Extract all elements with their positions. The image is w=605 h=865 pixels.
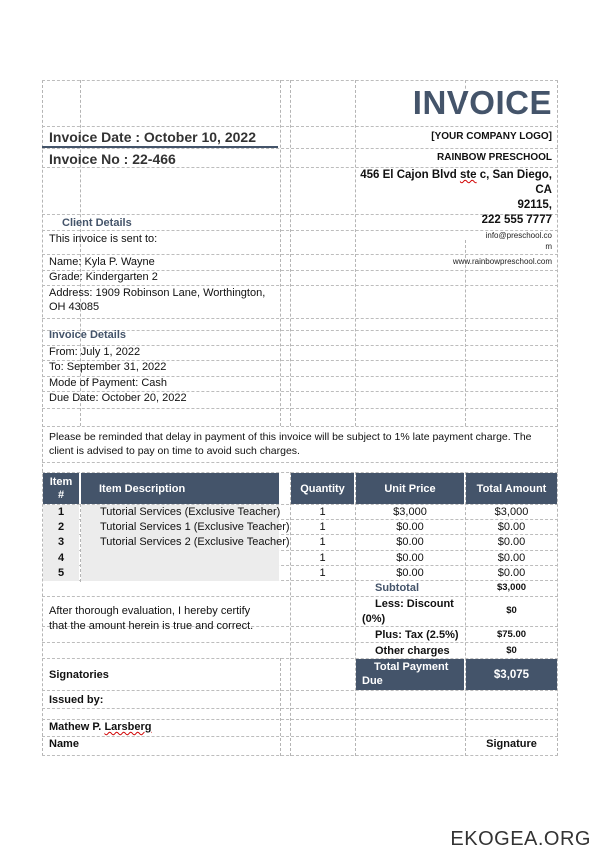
invoice-title: INVOICE bbox=[412, 84, 552, 121]
grid-line bbox=[42, 736, 558, 737]
company-phone: 222 555 7777 bbox=[481, 214, 552, 226]
certification-line2: that the amount herein is true and correct. bbox=[49, 620, 254, 632]
invoice-details-heading: Invoice Details bbox=[49, 329, 127, 341]
issuer-name: Mathew P. Larsberg bbox=[49, 721, 152, 733]
total-payment-value: $3,075 bbox=[466, 659, 557, 690]
grid-line bbox=[42, 318, 558, 319]
row-4-total: $0.00 bbox=[497, 552, 526, 564]
client-address-line2: OH 43085 bbox=[49, 301, 100, 313]
details-to: To: September 31, 2022 bbox=[49, 361, 167, 373]
discount-label-line1: Less: Discount bbox=[375, 598, 454, 610]
issued-by-label: Issued by: bbox=[49, 694, 104, 706]
row-3-item: 3 bbox=[57, 536, 65, 548]
header-unit-price: Unit Price bbox=[356, 473, 464, 504]
row-1-unit-price: $3,000 bbox=[393, 506, 427, 518]
header-description: Item Description bbox=[81, 473, 279, 504]
row-2-description: Tutorial Services 1 (Exclusive Teacher) bbox=[100, 521, 290, 533]
grid-line bbox=[42, 708, 558, 709]
grid-line bbox=[42, 408, 558, 409]
brand-watermark: EKOGEA.ORG bbox=[450, 828, 591, 850]
row-4-quantity: 1 bbox=[319, 552, 326, 564]
signatories-heading: Signatories bbox=[49, 669, 109, 681]
grid-line bbox=[42, 690, 558, 691]
reminder-line1: Please be reminded that delay in payment of this invoice will be subject to 1% late payment charge. The bbox=[49, 431, 532, 443]
row-1-total: $3,000 bbox=[494, 506, 529, 518]
other-charges-label: Other charges bbox=[375, 645, 450, 657]
row-3-description: Tutorial Services 2 (Exclusive Teacher) bbox=[100, 536, 290, 548]
row-2-quantity: 1 bbox=[319, 521, 326, 533]
company-website: www.rainbowpreschool.com bbox=[452, 257, 552, 266]
invoice-date: Invoice Date : October 10, 2022 bbox=[49, 129, 256, 145]
row-1-quantity: 1 bbox=[319, 506, 326, 518]
grid-line bbox=[465, 240, 466, 426]
row-5-total: $0.00 bbox=[497, 567, 526, 579]
client-grade: Grade: Kindergarten 2 bbox=[49, 271, 158, 283]
grid-line bbox=[355, 80, 356, 426]
discount-label-line2: (0%) bbox=[362, 613, 386, 625]
grid-line bbox=[42, 80, 558, 81]
details-due-date: Due Date: October 20, 2022 bbox=[49, 392, 187, 404]
row-3-quantity: 1 bbox=[319, 536, 326, 548]
grid-line bbox=[42, 80, 43, 756]
name-label: Name bbox=[49, 738, 79, 750]
row-5-unit-price: $0.00 bbox=[396, 567, 424, 579]
details-payment-mode: Mode of Payment: Cash bbox=[49, 377, 168, 389]
grid-line bbox=[42, 596, 558, 597]
company-address-line1: 456 El Cajon Blvd ste c, San Diego, bbox=[360, 169, 552, 181]
grid-line bbox=[42, 230, 558, 231]
row-1-description: Tutorial Services (Exclusive Teacher) bbox=[100, 506, 281, 518]
invoice-sheet bbox=[42, 80, 558, 756]
signature-label: Signature bbox=[486, 738, 537, 750]
tax-label: Plus: Tax (2.5%) bbox=[375, 629, 459, 641]
company-email-line2: m bbox=[545, 242, 552, 251]
client-details-heading: Client Details bbox=[62, 217, 132, 229]
company-email-line1: info@preschool.co bbox=[485, 231, 552, 240]
row-4-item: 4 bbox=[57, 552, 65, 564]
grid-line bbox=[42, 254, 558, 255]
grid-line bbox=[42, 642, 558, 643]
other-charges-value: $0 bbox=[506, 645, 517, 656]
total-payment-label: Total Payment Due bbox=[356, 659, 464, 690]
grid-line bbox=[42, 285, 558, 286]
grid-line bbox=[290, 80, 291, 426]
row-3-total: $0.00 bbox=[497, 536, 526, 548]
grid-line bbox=[42, 148, 558, 149]
certification-line1: After thorough evaluation, I hereby certify bbox=[49, 605, 251, 617]
grid-line bbox=[42, 426, 558, 427]
grid-line bbox=[42, 167, 558, 168]
grid-line bbox=[42, 755, 558, 756]
company-address-line3: 92115, bbox=[517, 199, 552, 211]
header-rule bbox=[42, 146, 278, 148]
header-item-number: Item # bbox=[43, 473, 79, 504]
grid-line bbox=[557, 80, 558, 756]
row-2-unit-price: $0.00 bbox=[396, 521, 424, 533]
grid-line bbox=[280, 80, 281, 426]
row-5-quantity: 1 bbox=[319, 567, 326, 579]
company-name: RAINBOW PRESCHOOL bbox=[437, 152, 552, 163]
invoice-number: Invoice No : 22-466 bbox=[49, 151, 176, 167]
row-5-item: 5 bbox=[57, 567, 65, 579]
client-sent-to: This invoice is sent to: bbox=[49, 233, 158, 245]
subtotal-label: Subtotal bbox=[375, 582, 419, 594]
client-name: Name: Kyla P. Wayne bbox=[49, 256, 155, 268]
company-address-line2: CA bbox=[535, 184, 552, 196]
client-address-line1: Address: 1909 Robinson Lane, Worthington, bbox=[49, 287, 266, 299]
grid-line bbox=[42, 214, 558, 215]
row-1-item: 1 bbox=[57, 506, 65, 518]
discount-value: $0 bbox=[506, 605, 517, 616]
tax-value: $75.00 bbox=[496, 629, 527, 640]
company-logo-placeholder: [YOUR COMPANY LOGO] bbox=[431, 131, 552, 142]
details-from: From: July 1, 2022 bbox=[49, 346, 141, 358]
header-total-amount: Total Amount bbox=[466, 473, 557, 504]
header-quantity: Quantity bbox=[291, 473, 354, 504]
row-2-item: 2 bbox=[57, 521, 65, 533]
row-3-unit-price: $0.00 bbox=[396, 536, 424, 548]
reminder-line2: client is advised to pay on time to avoid such charges. bbox=[49, 445, 300, 457]
grid-line bbox=[42, 126, 558, 127]
row-2-total: $0.00 bbox=[497, 521, 526, 533]
grid-line bbox=[280, 658, 281, 756]
grid-line bbox=[42, 462, 558, 463]
subtotal-value: $3,000 bbox=[496, 582, 527, 593]
grid-line bbox=[42, 719, 558, 720]
row-4-unit-price: $0.00 bbox=[396, 552, 424, 564]
